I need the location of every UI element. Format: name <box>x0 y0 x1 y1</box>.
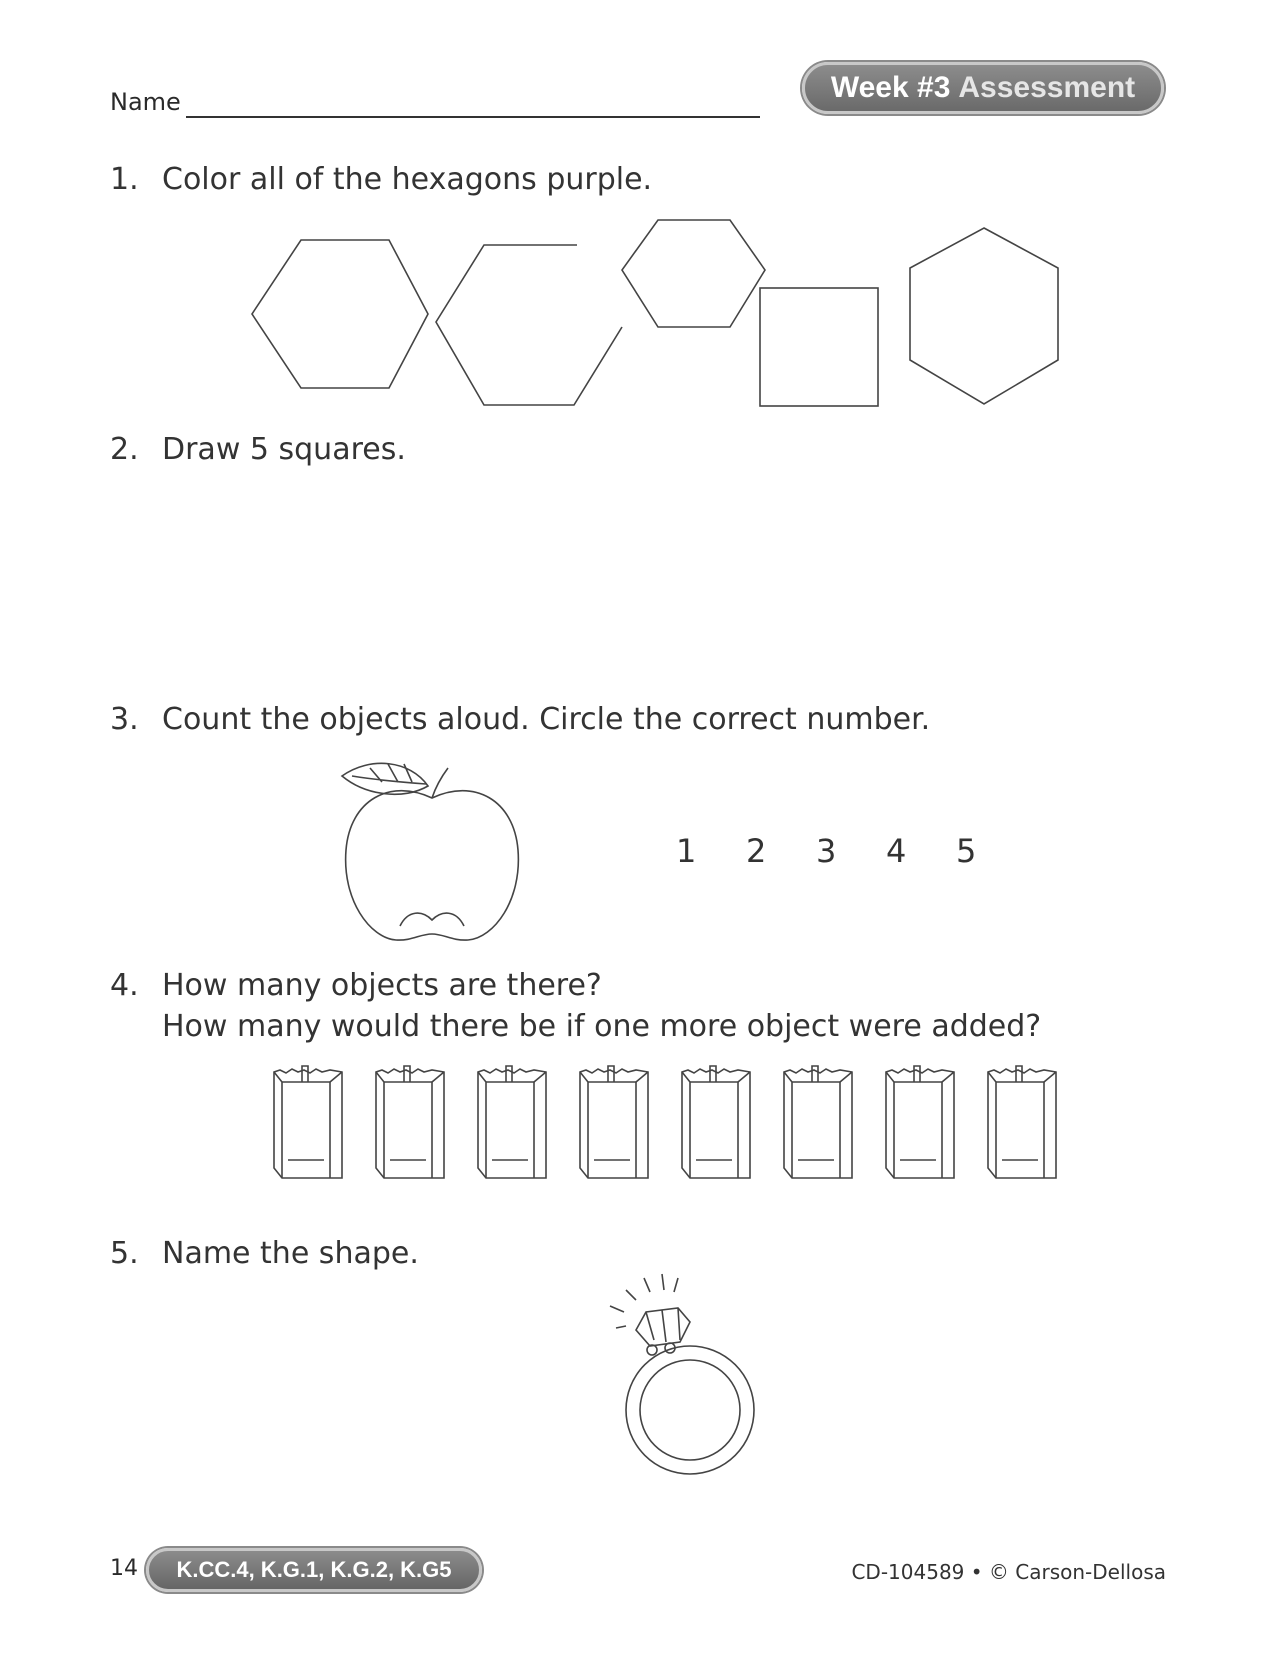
question-number: 3. <box>110 702 139 737</box>
question-4 <box>110 968 1041 1044</box>
assessment-label: Assessment <box>958 71 1136 104</box>
paper-bag-icon <box>886 1066 954 1178</box>
question-number: 5. <box>110 1236 139 1271</box>
ring-icon <box>580 1270 780 1490</box>
paper-bag-icon <box>376 1066 444 1178</box>
page-number: 14 <box>110 1556 138 1581</box>
hexagon-shape[interactable] <box>252 240 428 388</box>
question-text: Draw 5 squares. <box>162 432 406 467</box>
footer-credit: CD-104589 • © Carson-Dellosa <box>851 1560 1166 1584</box>
paper-bag-icon <box>478 1066 546 1178</box>
question-text: Count the objects aloud. Circle the correct number. <box>162 702 931 737</box>
hexagon-shape[interactable] <box>910 228 1058 404</box>
question-number: 4. <box>110 968 139 1003</box>
name-field[interactable] <box>186 116 760 118</box>
question-3 <box>110 702 930 737</box>
paper-bag-icon <box>580 1066 648 1178</box>
question-number: 1. <box>110 162 139 197</box>
paper-bags <box>268 1060 1088 1190</box>
answer-choice[interactable]: 4 <box>886 832 907 870</box>
paper-bag-icon <box>988 1066 1056 1178</box>
question-text-line-2: How many would there be if one more object were added? <box>162 1009 1042 1044</box>
small-hexagon-shape[interactable] <box>622 220 765 327</box>
open-hexagon-shape[interactable] <box>436 245 622 405</box>
question-1 <box>110 162 652 197</box>
paper-bag-icon <box>784 1066 852 1178</box>
answer-choice[interactable]: 1 <box>676 832 697 870</box>
week-badge <box>802 62 1164 114</box>
week-label: Week #3 <box>830 71 951 104</box>
paper-bag-icon <box>274 1066 342 1178</box>
question-number: 2. <box>110 432 139 467</box>
drawing-area[interactable] <box>160 490 1120 690</box>
answer-choice[interactable]: 5 <box>956 832 977 870</box>
question-5 <box>110 1236 419 1271</box>
question-text: How many objects are there? <box>162 968 602 1003</box>
standards-badge: K.CC.4, K.G.1, K.G.2, K.G5 <box>146 1548 482 1592</box>
square-shape[interactable] <box>760 288 878 406</box>
paper-bag-icon <box>682 1066 750 1178</box>
question-text: Color all of the hexagons purple. <box>162 162 653 197</box>
question-text: Name the shape. <box>162 1236 419 1271</box>
name-label: Name <box>110 88 181 116</box>
question-2 <box>110 432 406 467</box>
apple-icon <box>330 750 530 950</box>
q1-shapes <box>240 210 1080 410</box>
answer-choice[interactable]: 2 <box>746 832 767 870</box>
answer-choice[interactable]: 3 <box>816 832 837 870</box>
